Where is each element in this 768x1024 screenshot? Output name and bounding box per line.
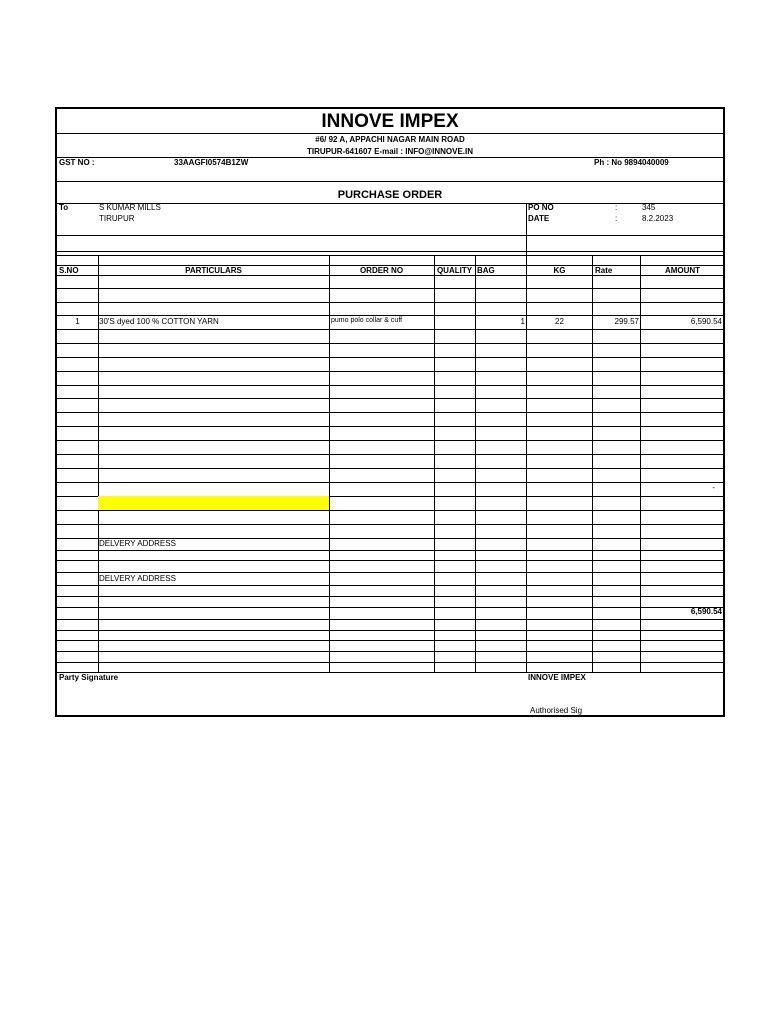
header-particulars: PARTICULARS (185, 266, 242, 275)
grid-line-horizontal (57, 482, 723, 483)
authorised-signatory: Authorised Sig (530, 706, 583, 715)
header-amount: AMOUNT (664, 266, 701, 275)
date-separator: : (615, 214, 618, 223)
grid-line-horizontal (57, 524, 723, 525)
grid-line-horizontal (57, 640, 723, 641)
grid-line-vertical (329, 255, 330, 672)
date-label: DATE (528, 214, 550, 223)
purchase-order-sheet (55, 107, 725, 717)
document-title: PURCHASE ORDER (337, 189, 443, 201)
header-kg: KG (553, 266, 566, 275)
delivery-address-label-2: DELVERY ADDRESS (99, 574, 176, 583)
header-sno: S.NO (59, 266, 79, 275)
grid-line-horizontal (57, 235, 723, 236)
grid-line-horizontal (57, 630, 723, 631)
grid-line-horizontal (57, 468, 723, 469)
header-order-no: ORDER NO (359, 266, 404, 275)
grid-line-horizontal (57, 288, 723, 289)
company-address-line-1: #6/ 92 A, APPACHI NAGAR MAIN ROAD (315, 135, 465, 144)
grid-line-horizontal (57, 426, 723, 427)
grid-line-horizontal (57, 572, 723, 573)
po-no-label: PO NO (528, 203, 554, 212)
highlighted-cell (98, 496, 329, 510)
company-name: INNOVE IMPEX (321, 111, 459, 132)
grid-line-horizontal (57, 329, 723, 330)
company-address-line-2: TIRUPUR-641607 E-mail : INFO@INNOVE.IN (306, 147, 474, 156)
gst-number: 33AAGFI0574B1ZW (174, 158, 249, 167)
grid-line-horizontal (57, 607, 723, 608)
party-signature-label: Party Signature (59, 673, 119, 682)
amount-dash: - (712, 483, 715, 492)
table-row-order-no: pumo polo collar & cuff (331, 317, 403, 324)
grid-line-horizontal (57, 672, 723, 673)
header-quality: QUALITY (436, 266, 473, 275)
table-row-rate: 299.57 (614, 317, 639, 326)
header-bag: BAG (477, 266, 495, 275)
grid-line-horizontal (57, 302, 723, 303)
table-row-kg: 22 (555, 317, 564, 326)
table-row-particulars: 30'S dyed 100 % COTTON YARN (99, 317, 219, 326)
date-value: 8.2.2023 (642, 214, 674, 223)
grid-line-horizontal (57, 510, 723, 511)
grid-line-horizontal (57, 619, 723, 620)
header-rate: Rate (595, 266, 613, 275)
grid-line-horizontal (57, 371, 723, 372)
table-row-amount: 6,590.54 (690, 317, 722, 326)
grid-line-horizontal (57, 181, 723, 182)
grid-line-horizontal (57, 454, 723, 455)
grid-line-horizontal (57, 585, 723, 586)
grid-line-horizontal (57, 133, 723, 134)
supplier-city: TIRUPUR (99, 214, 135, 223)
company-phone: Ph : No 9894040009 (594, 158, 669, 167)
grid-line-horizontal (57, 440, 723, 441)
delivery-address-label-1: DELVERY ADDRESS (99, 539, 176, 548)
table-row-sno: 1 (75, 317, 80, 326)
grid-line-horizontal (57, 343, 723, 344)
grid-line-vertical (434, 255, 435, 672)
grid-line-horizontal (57, 398, 723, 399)
grid-line-horizontal (57, 651, 723, 652)
footer-company-name: INNOVE IMPEX (528, 673, 586, 682)
grid-line-horizontal (57, 560, 723, 561)
grid-line-horizontal (57, 662, 723, 663)
grid-line-horizontal (57, 412, 723, 413)
grid-line-horizontal (57, 255, 723, 256)
table-row-bag: 1 (520, 317, 525, 326)
grid-line-horizontal (57, 385, 723, 386)
supplier-name: S KUMAR MILLS (99, 203, 161, 212)
grid-line-horizontal (57, 550, 723, 551)
grid-line-horizontal (57, 357, 723, 358)
gst-label: GST NO : (59, 158, 95, 167)
to-label: To (59, 203, 69, 212)
grid-line-vertical (526, 203, 527, 256)
po-no-value: 345 (642, 203, 656, 212)
po-no-separator: : (615, 203, 618, 212)
total-amount: 6,590.54 (690, 607, 722, 616)
grid-line-horizontal (57, 596, 723, 597)
grid-line-horizontal (57, 251, 723, 252)
